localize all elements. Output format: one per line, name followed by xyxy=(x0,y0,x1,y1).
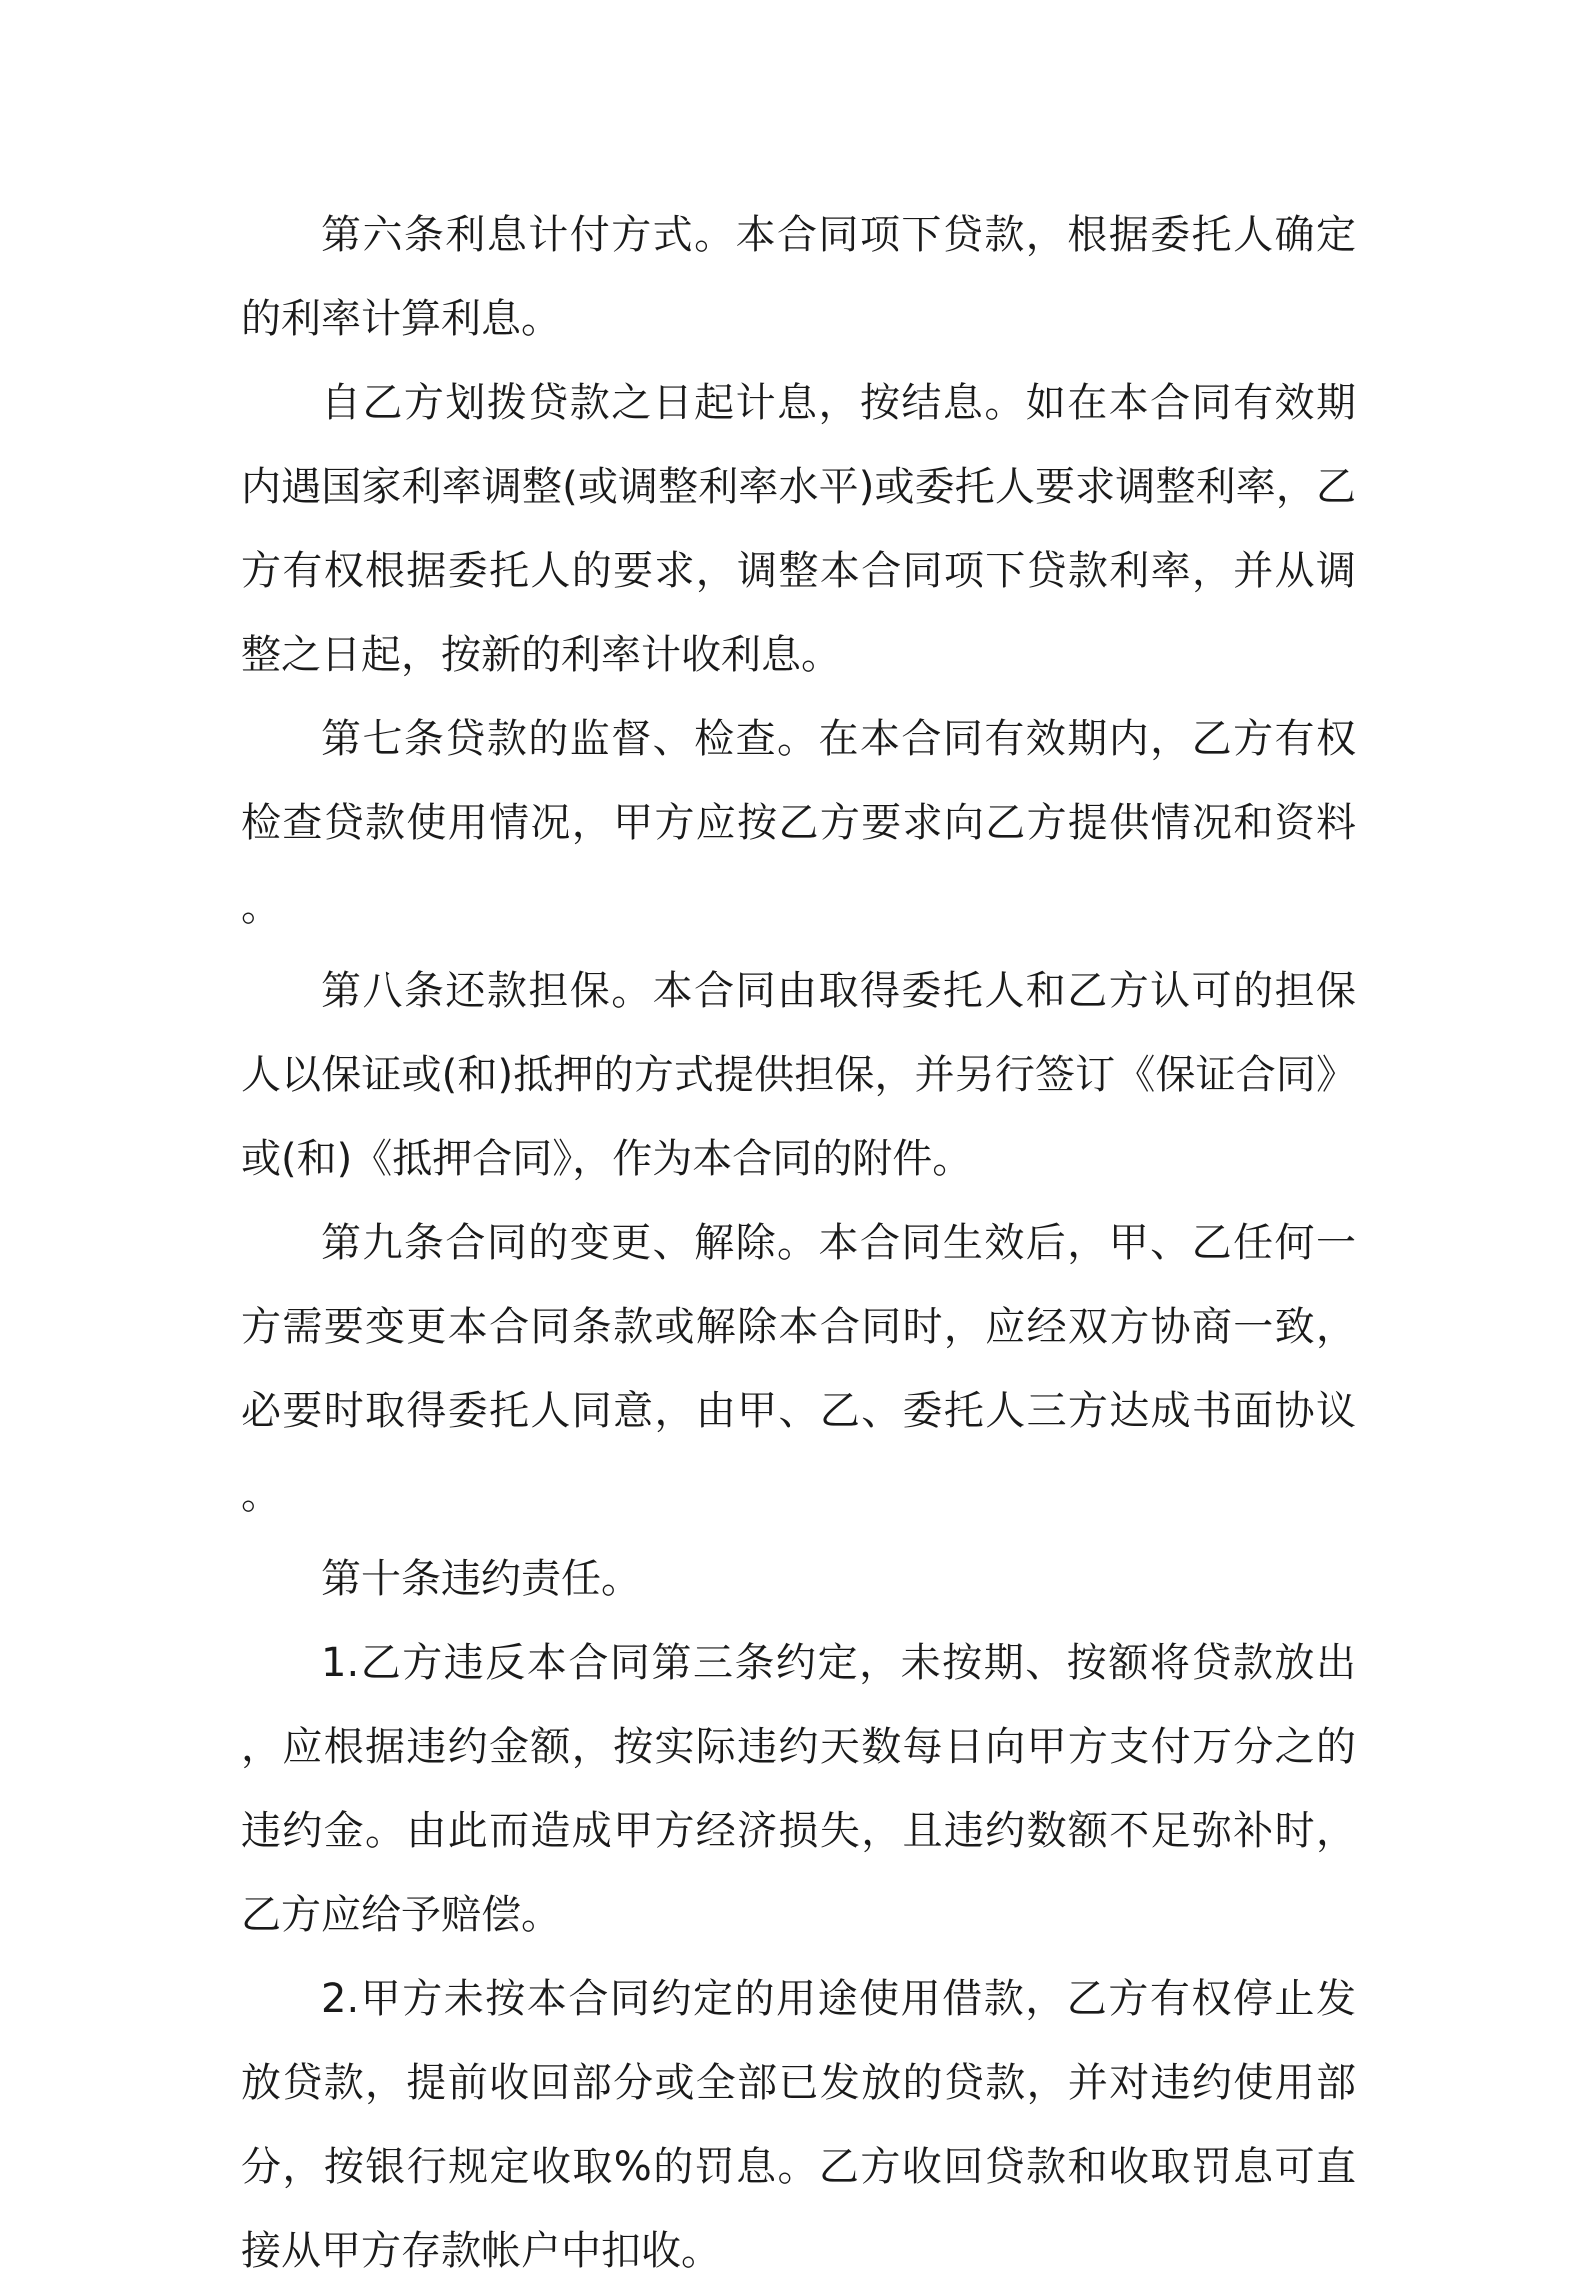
paragraph-interest-calculation: 自乙方划拨贷款之日起计息，按结息。如在本合同有效期内遇国家利率调整(或调整利率水平)或委托人要求调整利率，乙方有权根据委托人的要求，调整本合同项下贷款利率，并从调整之日起，按新的利率计收利息。 xyxy=(241,380,1356,678)
paragraph-article-7: 第七条贷款的监督、检查。在本合同有效期内，乙方有权检查贷款使用情况，甲方应按乙方要求向乙方提供情况和资料。 xyxy=(241,716,1356,930)
paragraph-article-9: 第九条合同的变更、解除。本合同生效后，甲、乙任何一方需要变更本合同条款或解除本合同时，应经双方协商一致，必要时取得委托人同意，由甲、乙、委托人三方达成书面协议。 xyxy=(241,1220,1356,1518)
paragraph-article-10-item-1: 1.乙方违反本合同第三条约定，未按期、按额将贷款放出，应根据违约金额，按实际违约天数每日向甲方支付万分之的违约金。由此而造成甲方经济损失，且违约数额不足弥补时，乙方应给予赔偿。 xyxy=(241,1640,1356,1938)
paragraph-article-10-heading: 第十条违约责任。 xyxy=(321,1556,641,1602)
paragraph-article-8: 第八条还款担保。本合同由取得委托人和乙方认可的担保人以保证或(和)抵押的方式提供担保，并另行签订《保证合同》或(和)《抵押合同》，作为本合同的附件。 xyxy=(241,968,1356,1182)
paragraph-article-10-item-2: 2.甲方未按本合同约定的用途使用借款，乙方有权停止发放贷款，提前收回部分或全部已发放的贷款，并对违约使用部分，按银行规定收取%的罚息。乙方收回贷款和收取罚息可直接从甲方存款帐户中扣收。 xyxy=(241,1976,1356,2274)
document-body xyxy=(241,193,1356,2293)
paragraph-article-6: 第六条利息计付方式。本合同项下贷款，根据委托人确定的利率计算利息。 xyxy=(241,212,1356,342)
